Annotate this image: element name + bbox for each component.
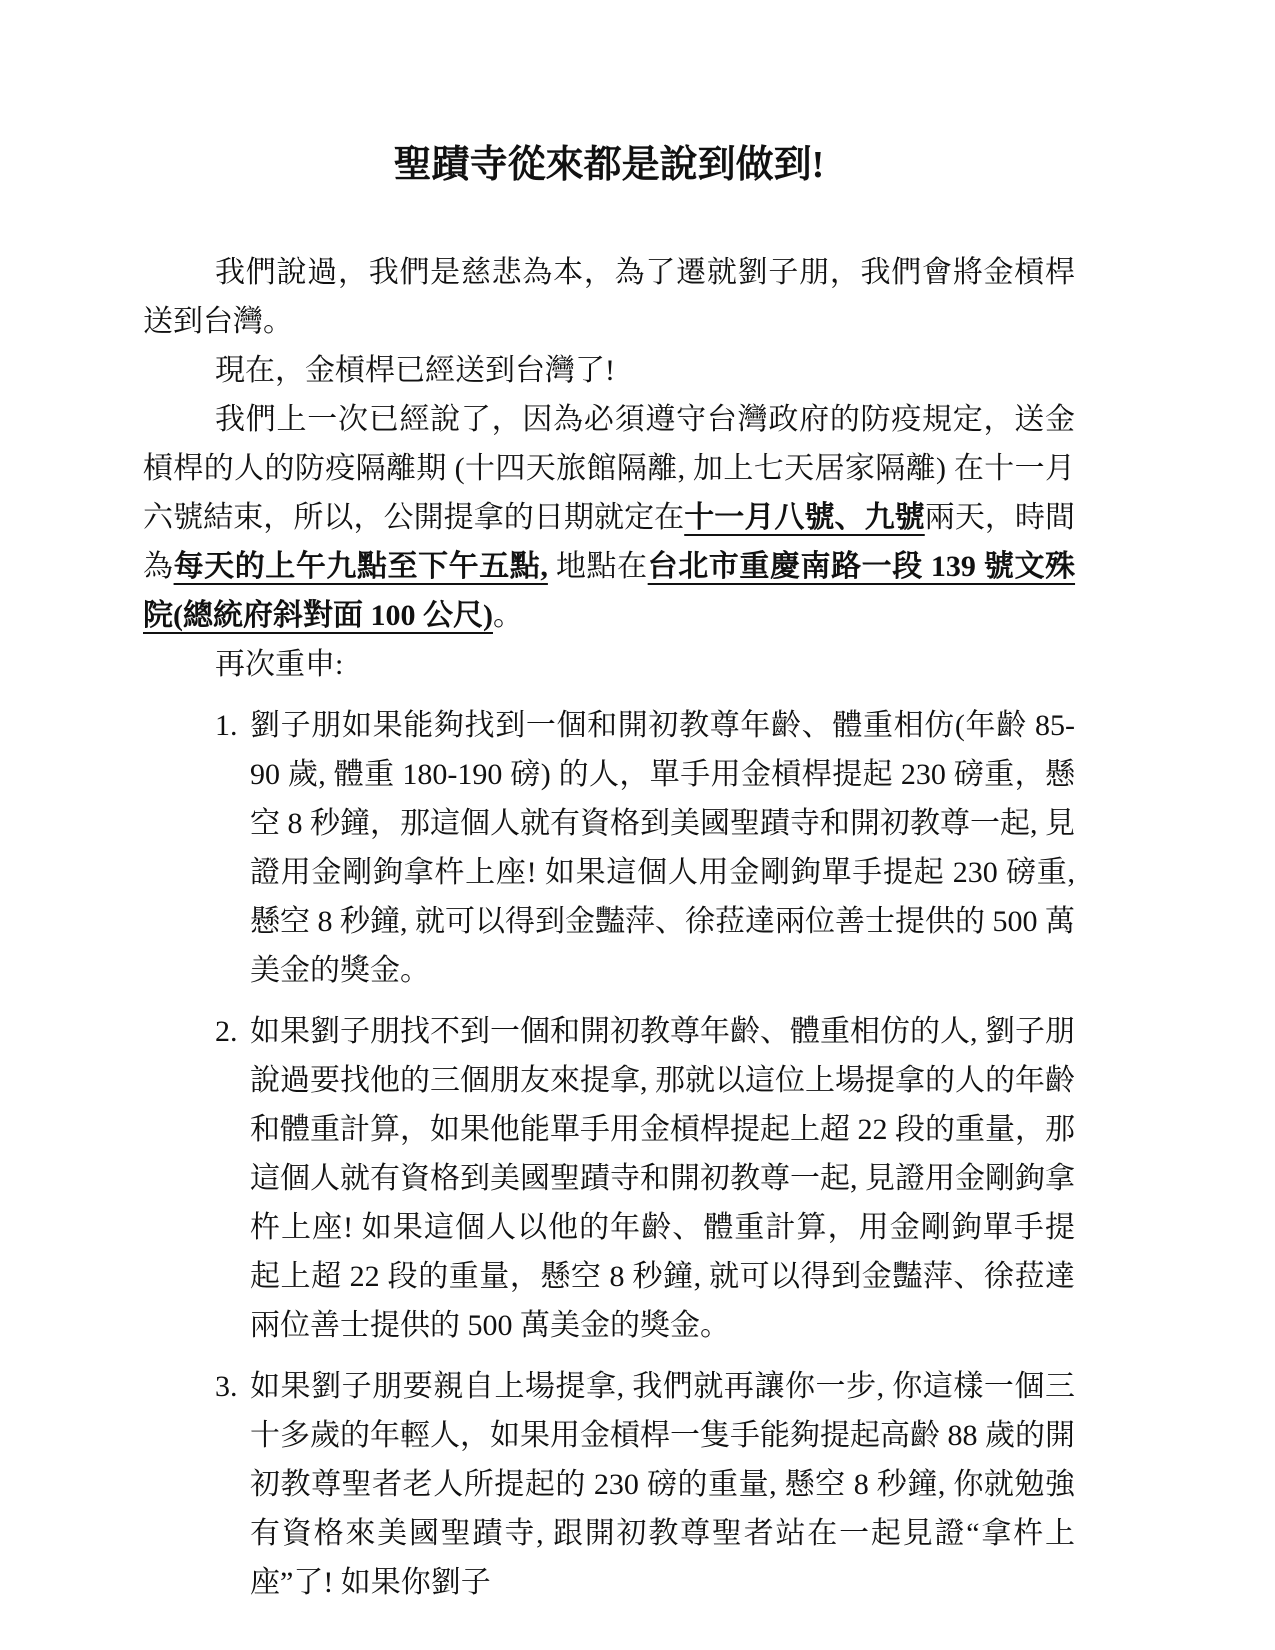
emphasized-text-run: 十一月八號、九號 xyxy=(684,501,925,534)
text-run: 再次重申: xyxy=(215,648,344,681)
text-run: 如果劉子朋找不到一個和開初教尊年齡、體重相仿的人, 劉子朋說過要找他的三個朋友來提拿, 那就以這位上場提拿的人的年齡和體重計算，如果他能單手用金槓桿提起上超 22 段的重量，那這個人就有資格到美國聖蹟寺和開初教尊一起, 見證用金剛鉤拿杵上座! 如果這個人以他的年齡、體重計算，用金剛鉤單手提起上超 22 段的重量，懸空 8 秒鐘, 就可以得到金豔萍、徐菈達兩位善士提供的 500 萬美金的獎金。 xyxy=(250,1015,1075,1342)
list-item-3-text xyxy=(250,1362,1075,1607)
text-run: 我們說過，我們是慈悲為本，為了遷就劉子朋，我們會將金槓桿送到台灣。 xyxy=(143,256,1075,338)
numbered-list xyxy=(143,701,1075,1607)
list-item-3 xyxy=(143,1362,1075,1607)
text-run: 我們上一次已經說了，因為必須遵守台灣政府的防疫規定，送金槓桿的人的防疫隔離期 (十四天旅館隔離, 加上七天居家隔離) 在十一月六號結束，所以，公開提拿的日期就定在 xyxy=(143,403,1075,534)
emphasized-text-run: 每天的上午九點至下午五點, xyxy=(173,550,548,583)
list-item-3-number: 3. xyxy=(215,1370,238,1403)
paragraph-restate xyxy=(143,640,1075,689)
document-title: 聖蹟寺從來都是說到做到! xyxy=(393,144,825,186)
text-run: 地點在 xyxy=(547,550,648,583)
list-item-2 xyxy=(143,1007,1075,1350)
list-item-1-number: 1. xyxy=(215,709,238,742)
text-run: 兩天，時間為 xyxy=(143,501,1076,583)
emphasized-text-run: 台北市重慶南路一段 139 號文殊院(總統府斜對面 100 公尺) xyxy=(143,550,1076,632)
text-run: 劉子朋如果能夠找到一個和開初教尊年齡、體重相仿(年齡 85-90 歲, 體重 180-190 磅) 的人，單手用金槓桿提起 230 磅重，懸空 8 秒鐘，那這個人就有資格到美國聖蹟寺和開初教尊一起, 見證用金剛鉤拿杵上座! 如果這個人用金剛鉤單手提起 230 磅重, 懸空 8 秒鐘, 就可以得到金豔萍、徐菈達兩位善士提供的 500 萬美金的獎金。 xyxy=(250,709,1075,987)
list-item-1-text xyxy=(250,701,1075,995)
text-run: 現在，金槓桿已經送到台灣了! xyxy=(215,354,615,387)
list-item-2-text xyxy=(250,1007,1075,1350)
text-run: 。 xyxy=(492,599,523,632)
list-item-2-number: 2. xyxy=(215,1015,238,1048)
text-run: 如果劉子朋要親自上場提拿, 我們就再讓你一步, 你這樣一個三十多歲的年輕人，如果用金槓桿一隻手能夠提起高齡 88 歲的開初教尊聖者老人所提起的 230 磅的重量, 懸空 8 秒鐘, 你就勉強有資格來美國聖蹟寺, 跟開初教尊聖者站在一起見證“拿杵上座”了! 如果你劉子 xyxy=(250,1370,1075,1599)
paragraph-intro xyxy=(143,248,1075,346)
list-item-1 xyxy=(143,701,1075,995)
paragraph-schedule xyxy=(143,395,1075,640)
paragraph-arrived xyxy=(143,346,1075,395)
